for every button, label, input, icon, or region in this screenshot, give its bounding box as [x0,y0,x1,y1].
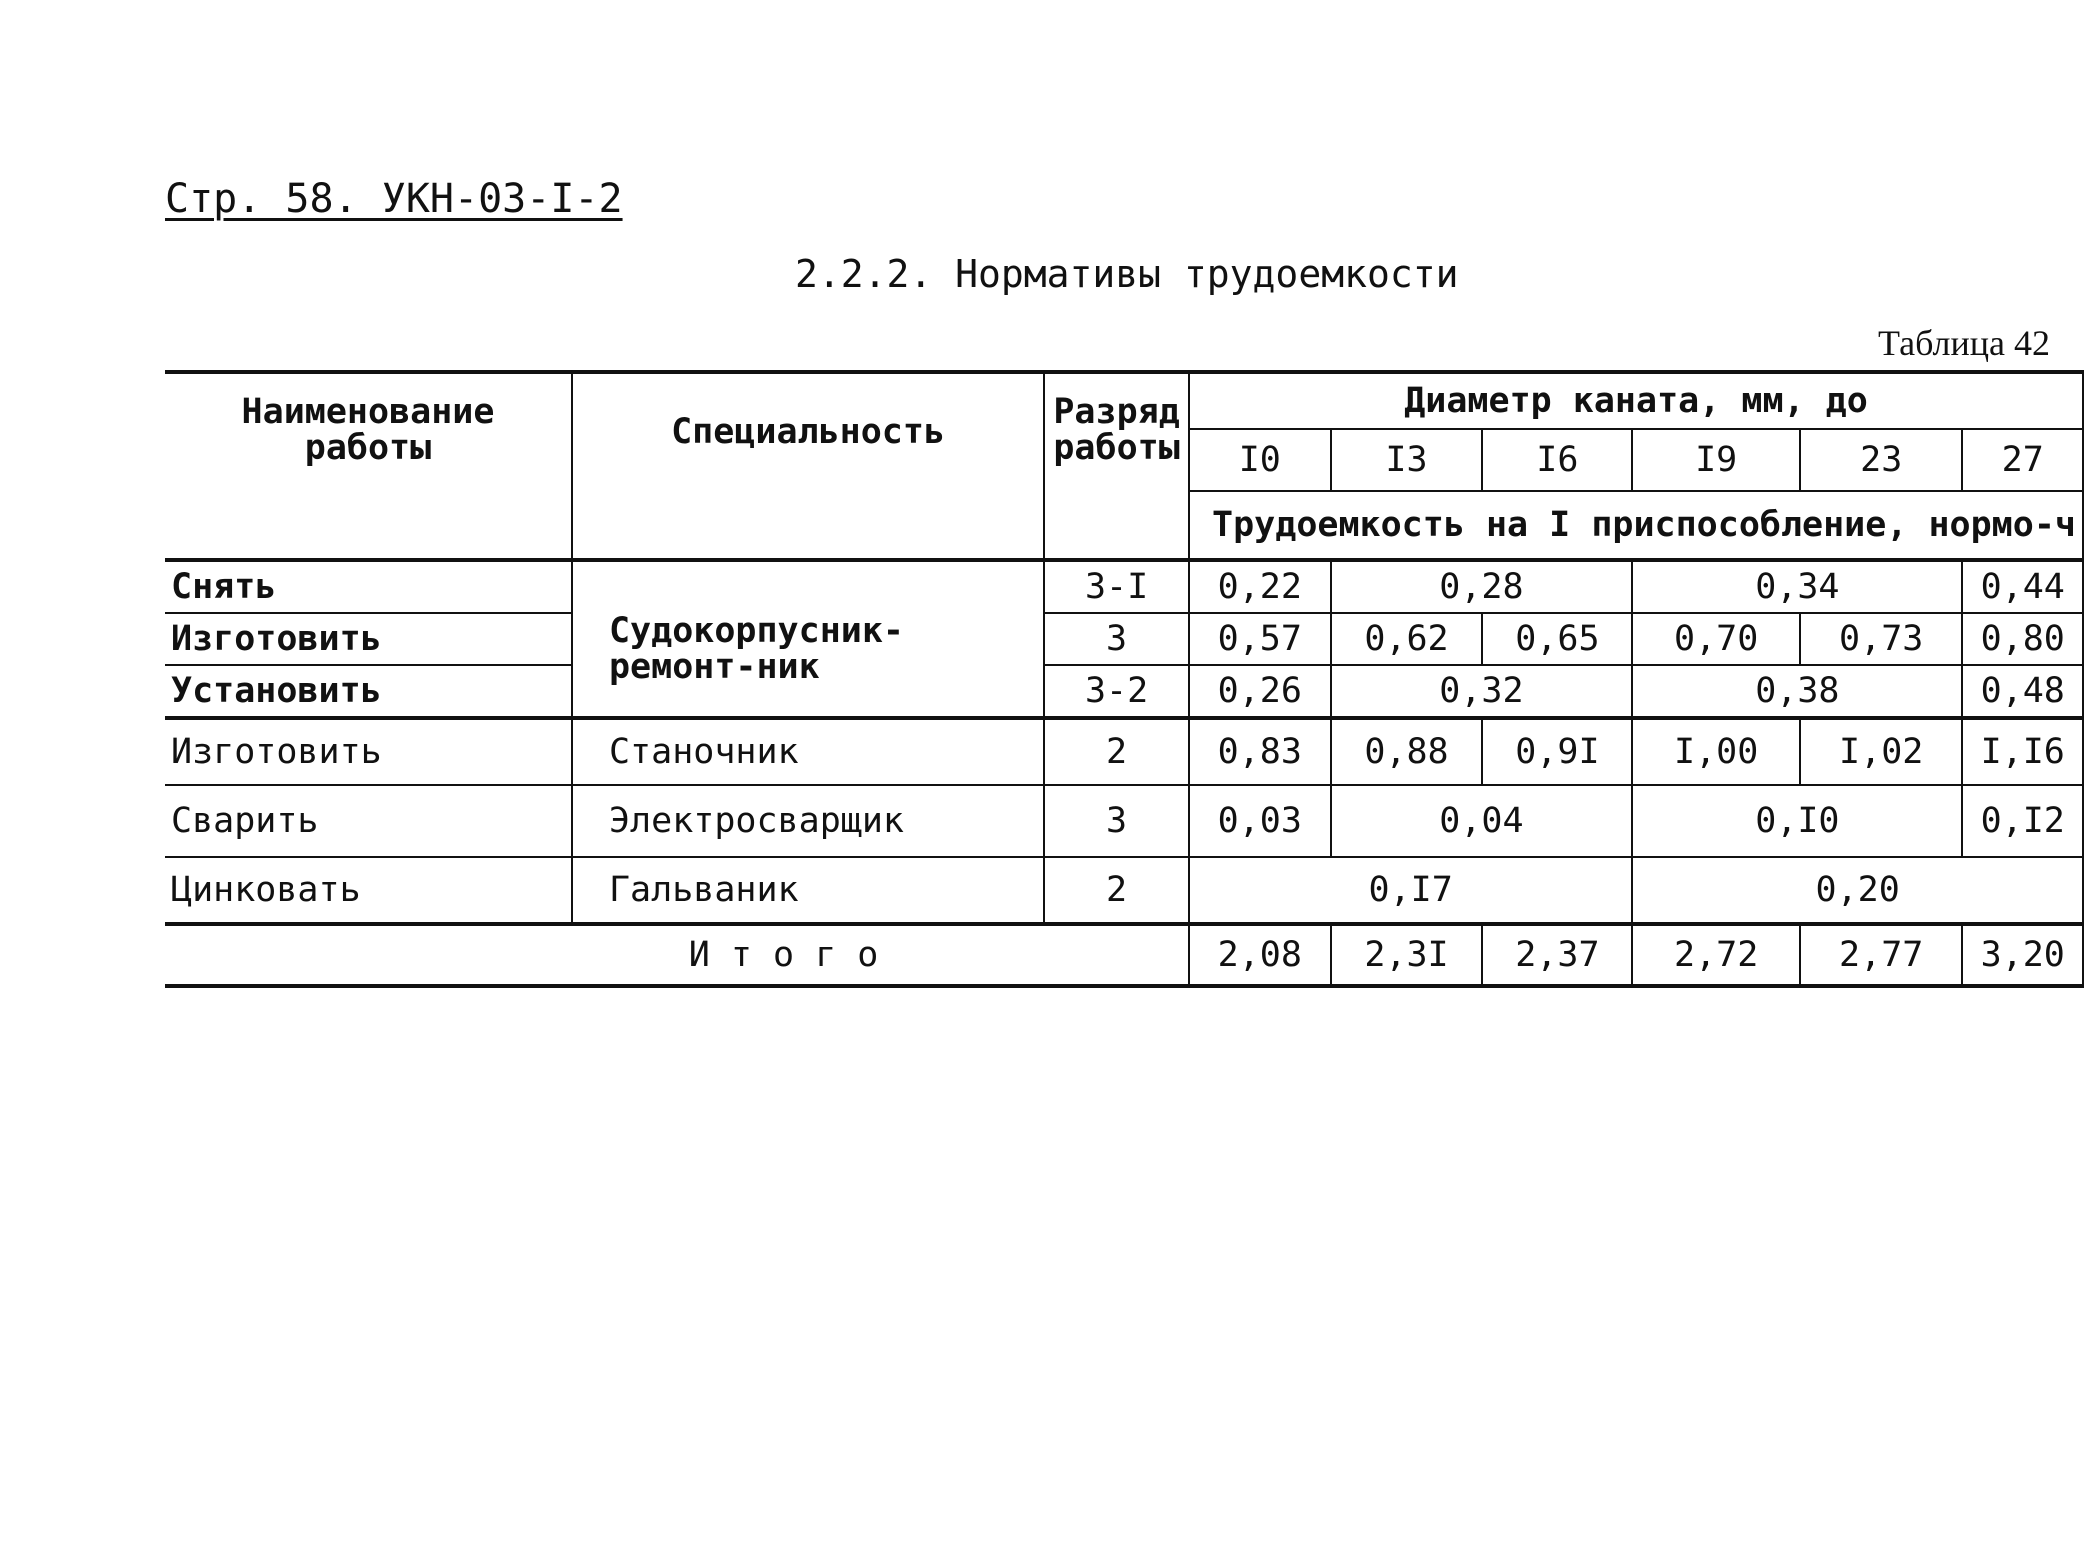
specialty: Гальваник [572,857,1044,924]
total-value: 2,37 [1482,924,1632,986]
total-label: И т о г о [165,924,1189,986]
value-cell: 0,I0 [1632,785,1962,857]
value-cell: 0,57 [1189,613,1330,665]
total-value: 3,20 [1962,924,2083,986]
grade: 3-I [1044,560,1189,613]
work-name: Установить [165,665,572,718]
work-name: Изготовить [165,613,572,665]
header-work-name: Наименование работы [165,372,572,560]
value-cell: 0,I7 [1189,857,1632,924]
section-title: 2.2.2. Нормативы трудоемкости [795,252,1459,296]
table-row [165,857,2083,924]
value-cell: 0,44 [1962,560,2083,613]
diameter-col: 23 [1800,429,1962,491]
value-cell: I,00 [1632,718,1800,785]
grade: 2 [1044,857,1189,924]
header-grade: Разряд работы [1044,372,1189,560]
total-value: 2,77 [1800,924,1962,986]
grade: 3 [1044,613,1189,665]
value-cell: 0,I2 [1962,785,2083,857]
value-cell: 0,28 [1331,560,1633,613]
work-name: Сварить [165,785,572,857]
value-cell: I,I6 [1962,718,2083,785]
table-row [165,785,2083,857]
header-specialty: Специальность [572,372,1044,560]
diameter-col: I6 [1482,429,1632,491]
labor-norms-table [165,370,2084,988]
work-name: Цинковать [165,857,572,924]
value-cell: 0,80 [1962,613,2083,665]
value-cell: I,02 [1800,718,1962,785]
diameter-col: I3 [1331,429,1483,491]
header-row-1 [165,372,2083,429]
value-cell: 0,38 [1632,665,1962,718]
diameter-col: 27 [1962,429,2083,491]
table-row [165,560,2083,613]
value-cell: 0,20 [1632,857,2083,924]
header-labor: Трудоемкость на I приспособление, нормо-ч [1189,491,2083,560]
header-diameter: Диаметр каната, мм, до [1189,372,2083,429]
value-cell: 0,62 [1331,613,1483,665]
total-value: 2,08 [1189,924,1330,986]
table-row [165,613,2083,665]
specialty: Электросварщик [572,785,1044,857]
value-cell: 0,83 [1189,718,1330,785]
value-cell: 0,88 [1331,718,1483,785]
table-row [165,718,2083,785]
table-row [165,665,2083,718]
value-cell: 0,73 [1800,613,1962,665]
value-cell: 0,34 [1632,560,1962,613]
table-number: Таблица 42 [1878,323,2050,363]
grade: 3-2 [1044,665,1189,718]
value-cell: 0,03 [1189,785,1330,857]
total-value: 2,72 [1632,924,1800,986]
diameter-col: I9 [1632,429,1800,491]
specialty: Судокорпусник-ремонт-ник [572,560,1044,718]
value-cell: 0,48 [1962,665,2083,718]
work-name: Изготовить [165,718,572,785]
value-cell: 0,32 [1331,665,1633,718]
specialty: Станочник [572,718,1044,785]
total-value: 2,3I [1331,924,1483,986]
page-reference: Стр. 58. УКН-03-I-2 [165,176,623,222]
value-cell: 0,9I [1482,718,1632,785]
value-cell: 0,22 [1189,560,1330,613]
diameter-col: I0 [1189,429,1330,491]
value-cell: 0,26 [1189,665,1330,718]
value-cell: 0,65 [1482,613,1632,665]
work-name: Снять [165,560,572,613]
grade: 2 [1044,718,1189,785]
grade: 3 [1044,785,1189,857]
total-row [165,924,2083,986]
value-cell: 0,04 [1331,785,1633,857]
value-cell: 0,70 [1632,613,1800,665]
